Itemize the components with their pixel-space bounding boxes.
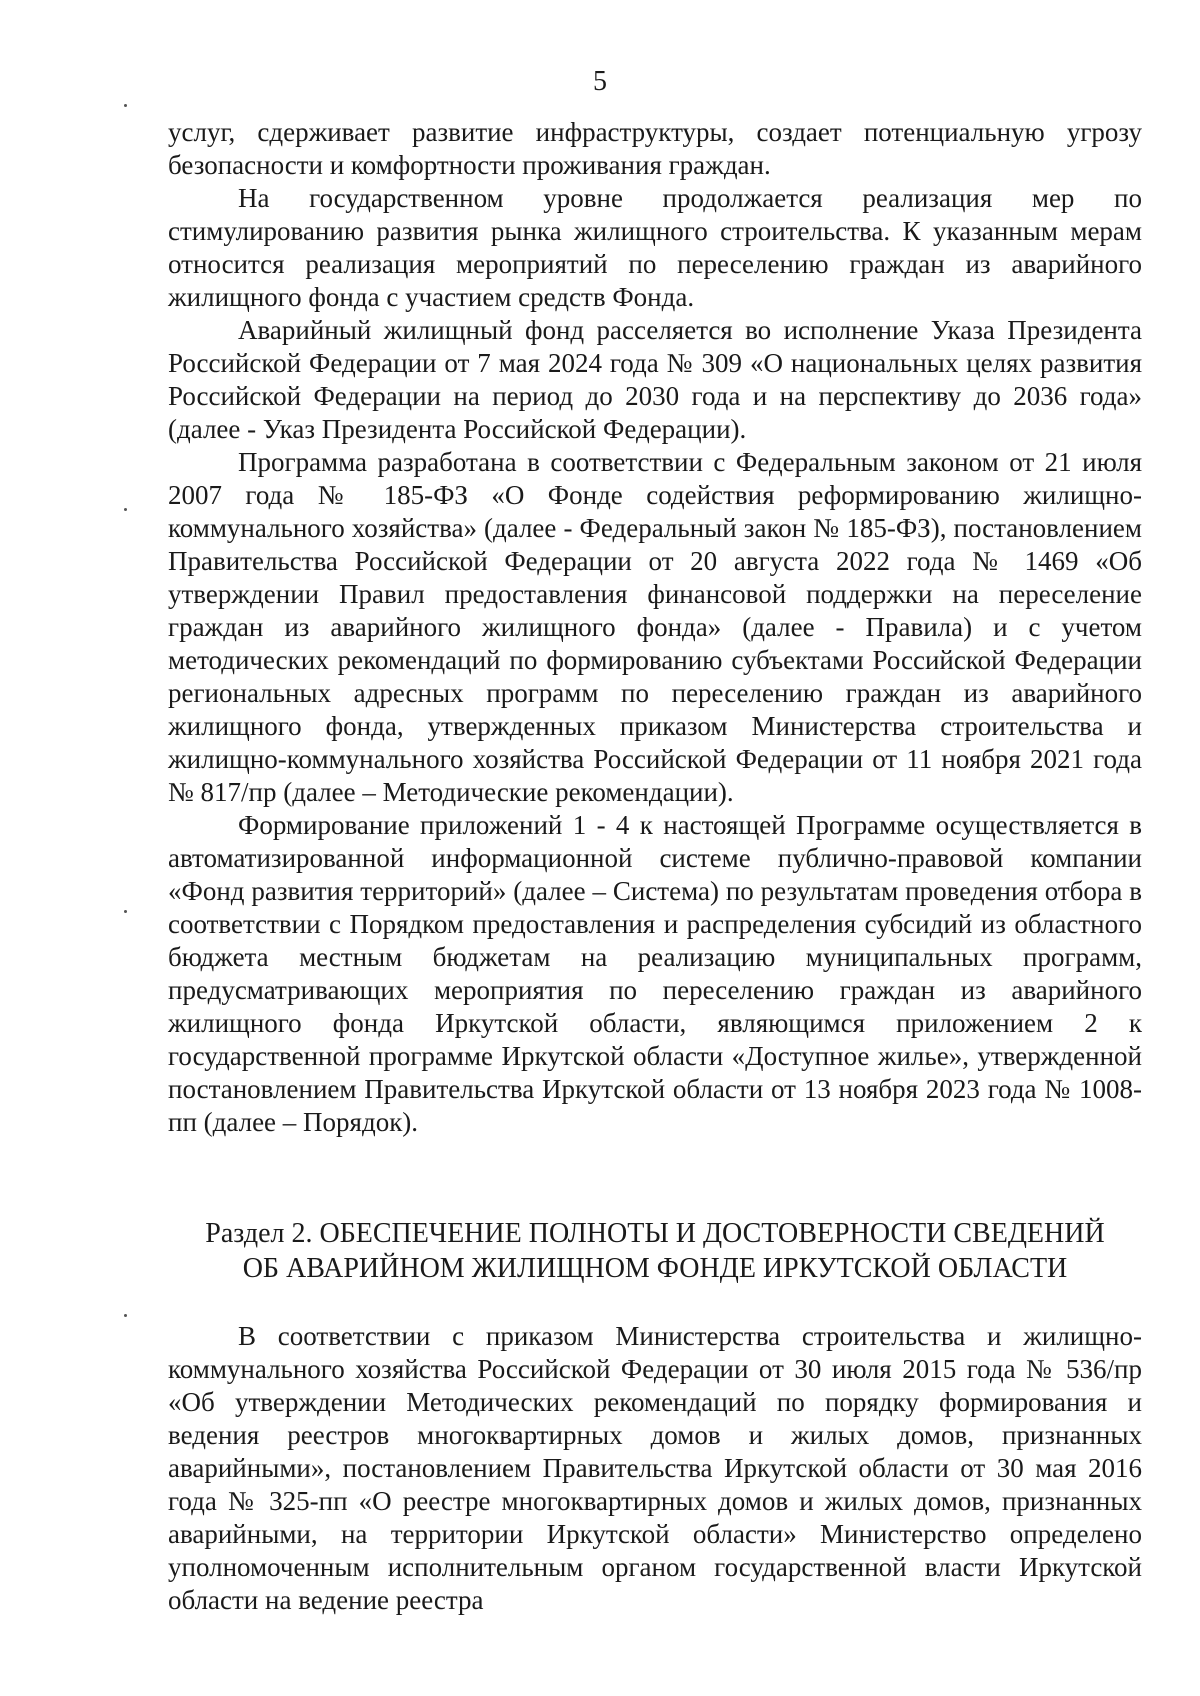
scan-mark: [124, 910, 127, 913]
body-text-lower: [168, 1320, 1142, 1617]
section-heading: [168, 1216, 1142, 1286]
paragraph: Программа разработана в соответствии с Федеральным законом от 21 июля 2007 года № 185-ФЗ «О Фонде содействия реформированию жилищно-коммунального хозяйства» (далее - Федеральный закон № 185-ФЗ), постановлением Правительства Российской Федерации от 20 августа 2022 года № 1469 «Об утверждении Правил предоставления финансовой поддержки на переселение граждан из аварийного жилищного фонда» (далее - Правила) и с учетом методических рекомендаций по формированию субъектами Российской Федерации региональных адресных программ по переселению граждан из аварийного жилищного фонда, утвержденных приказом Министерства строительства и жилищно-коммунального хозяйства Российской Федерации от 11 ноября 2021 года № 817/пр (далее – Методические рекомендации).: [168, 447, 1142, 807]
paragraph: На государственном уровне продолжается реализация мер по стимулированию развития рынка жилищного строительства. К указанным мерам относится реализация мероприятий по переселению граждан из аварийного жилищного фонда с участием средств Фонда.: [168, 183, 1142, 312]
paragraph-continuation: услуг, сдерживает развитие инфраструктуры, создает потенциальную угрозу безопасности и комфортности проживания граждан.: [168, 117, 1142, 180]
section-heading-line: ОБ АВАРИЙНОМ ЖИЛИЩНОМ ФОНДЕ ИРКУТСКОЙ ОБЛАСТИ: [242, 1253, 1068, 1284]
page-number: 5: [593, 66, 607, 97]
section-heading-line: Раздел 2. ОБЕСПЕЧЕНИЕ ПОЛНОТЫ И ДОСТОВЕРНОСТИ СВЕДЕНИЙ: [205, 1218, 1105, 1249]
scan-mark: [124, 508, 127, 511]
paragraph: Аварийный жилищный фонд расселяется во исполнение Указа Президента Российской Федерации от 7 мая 2024 года № 309 «О национальных целях развития Российской Федерации на период до 2030 года и на перспективу до 2036 года» (далее - Указ Президента Российской Федерации).: [168, 315, 1142, 444]
scan-mark: [124, 1314, 127, 1317]
scan-mark: [124, 104, 127, 107]
body-text-upper: [168, 116, 1142, 1139]
paragraph: Формирование приложений 1 - 4 к настоящей Программе осуществляется в автоматизированной информационной системе публично-правовой компании «Фонд развития территорий» (далее – Система) по результатам проведения отбора в соответствии с Порядком предоставления и распределения субсидий из областного бюджета местным бюджетам на реализацию муниципальных программ, предусматривающих мероприятия по переселению граждан из аварийного жилищного фонда Иркутской области, являющимся приложением 2 к государственной программе Иркутской области «Доступное жилье», утвержденной постановлением Правительства Иркутской области от 13 ноября 2023 года № 1008-пп (далее – Порядок).: [168, 810, 1142, 1137]
paragraph: В соответствии с приказом Министерства строительства и жилищно-коммунального хозяйства Российской Федерации от 30 июля 2015 года № 536/пр «Об утверждении Методических рекомендаций по порядку формирования и ведения реестров многоквартирных домов и жилых домов, признанных аварийными», постановлением Правительства Иркутской области от 30 мая 2016 года № 325-пп «О реестре многоквартирных домов и жилых домов, признанных аварийными, на территории Иркутской области» Министерство определено уполномоченным исполнительным органом государственной власти Иркутской области на ведение реестра: [168, 1321, 1142, 1615]
